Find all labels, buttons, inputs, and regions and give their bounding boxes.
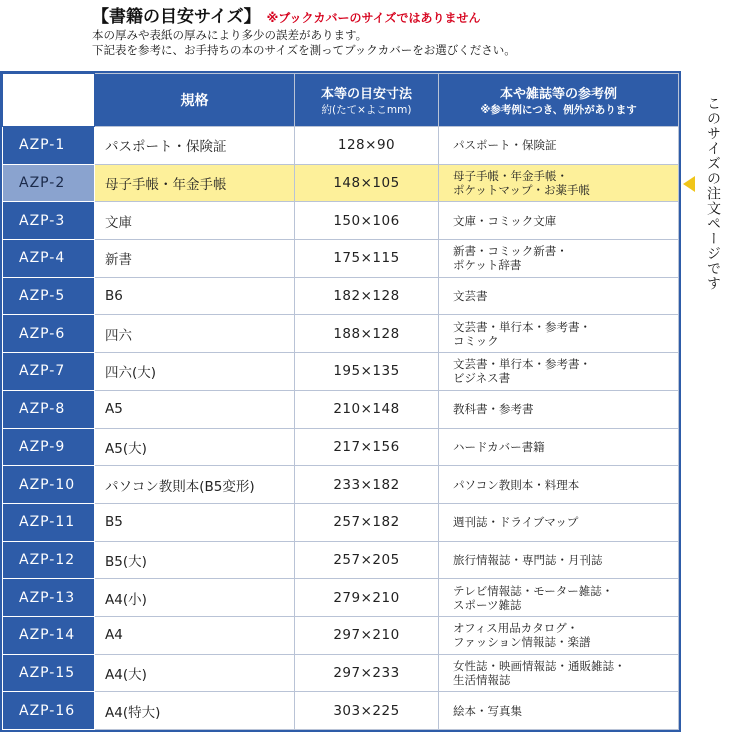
row-reference	[439, 315, 679, 353]
row-reference	[439, 127, 679, 165]
row-reference	[439, 390, 679, 428]
row-size: 150×106	[295, 202, 439, 240]
row-spec: 四六(大)	[95, 353, 295, 391]
row-reference-line1: 絵本・写真集	[453, 703, 522, 718]
row-code: AZP-12	[3, 541, 95, 579]
table-row	[3, 240, 679, 278]
row-reference-line1: パスポート・保険証	[453, 138, 557, 153]
row-spec: A5(大)	[95, 428, 295, 466]
table-row	[3, 654, 679, 692]
row-code: AZP-4	[3, 240, 95, 278]
row-code: AZP-13	[3, 579, 95, 617]
row-reference-line1: テレビ情報誌・モーター雑誌・	[453, 583, 614, 598]
table-row	[3, 579, 679, 617]
row-size: 257×205	[295, 541, 439, 579]
table-header-row	[3, 74, 679, 127]
row-code: AZP-8	[3, 390, 95, 428]
note-line-2: 下記表を参考に、お手持ちの本のサイズを測ってブックカバーをお選びください。	[92, 43, 516, 57]
row-reference-line1: 文芸書・単行本・参考書・	[453, 357, 591, 372]
row-reference	[439, 240, 679, 278]
table-body	[3, 127, 679, 730]
table-row	[3, 202, 679, 240]
row-reference	[439, 353, 679, 391]
size-table	[2, 73, 679, 730]
row-code: AZP-9	[3, 428, 95, 466]
page-title: 【書籍の目安サイズ】	[92, 7, 261, 27]
row-size: 128×90	[295, 127, 439, 165]
row-spec: A4(大)	[95, 654, 295, 692]
header-ref	[439, 74, 679, 127]
row-spec: A4	[95, 616, 295, 654]
row-reference	[439, 202, 679, 240]
table-row	[3, 277, 679, 315]
row-reference-line2: コミック	[453, 333, 499, 348]
row-size: 175×115	[295, 240, 439, 278]
table-row	[3, 692, 679, 730]
row-reference-line1: 文芸書	[453, 289, 488, 304]
header-ref-line2: ※参考例につき、例外があります	[480, 104, 637, 116]
row-reference-line1: 母子手帳・年金手帳・	[453, 169, 568, 184]
row-code: AZP-6	[3, 315, 95, 353]
row-code: AZP-16	[3, 692, 95, 730]
row-reference-line2: スポーツ雑誌	[453, 597, 522, 612]
row-reference	[439, 164, 679, 202]
header-blank-cell	[3, 74, 95, 127]
row-size: 210×148	[295, 390, 439, 428]
row-size: 257×182	[295, 503, 439, 541]
row-reference-line2: 生活情報誌	[453, 672, 511, 687]
row-reference-line1: パソコン教則本・料理本	[453, 477, 580, 492]
table-row	[3, 616, 679, 654]
warning-note: ※ブックカバーのサイズではありません	[266, 11, 481, 25]
row-reference-line2: ポケットマップ・お薬手帳	[453, 183, 590, 198]
row-size: 303×225	[295, 692, 439, 730]
row-reference	[439, 579, 679, 617]
row-size: 188×128	[295, 315, 439, 353]
row-size: 297×233	[295, 654, 439, 692]
row-reference	[439, 277, 679, 315]
row-reference-line1: 女性誌・映画情報誌・通販雑誌・	[453, 658, 626, 673]
row-reference-line1: 教科書・参考書	[453, 402, 534, 417]
row-size: 233×182	[295, 466, 439, 504]
table-row	[3, 127, 679, 165]
table-row	[3, 315, 679, 353]
row-spec: 四六	[95, 315, 295, 353]
row-spec: 母子手帳・年金手帳	[95, 164, 295, 202]
header-size	[295, 74, 439, 127]
row-code: AZP-3	[3, 202, 95, 240]
row-spec: パスポート・保険証	[95, 127, 295, 165]
row-code: AZP-2	[3, 164, 95, 202]
table-row	[3, 466, 679, 504]
row-spec: B5	[95, 503, 295, 541]
row-reference-line1: 週刊誌・ドライブマップ	[453, 515, 579, 530]
side-order-note[interactable]: このサイズの注文ページです	[705, 96, 721, 291]
row-code: AZP-1	[3, 127, 95, 165]
row-size: 195×135	[295, 353, 439, 391]
table-row	[3, 541, 679, 579]
table-row	[3, 428, 679, 466]
header-ref-line1: 本や雑誌等の参考例	[499, 87, 617, 102]
table-row	[3, 390, 679, 428]
row-code: AZP-14	[3, 616, 95, 654]
row-reference	[439, 692, 679, 730]
row-reference-line2: ファッション情報誌・楽譜	[453, 635, 591, 650]
header-size-line2: 約(たて×よこmm)	[321, 104, 412, 116]
row-reference-line1: 旅行情報誌・専門誌・月刊誌	[453, 552, 603, 567]
row-spec: A4(小)	[95, 579, 295, 617]
row-spec: 文庫	[95, 202, 295, 240]
row-reference-line1: オフィス用品カタログ・	[453, 621, 579, 636]
row-reference-line2: ポケット辞書	[453, 258, 522, 273]
row-reference-line1: ハードカバー書籍	[453, 439, 545, 454]
row-size: 182×128	[295, 277, 439, 315]
row-size: 217×156	[295, 428, 439, 466]
header-size-line1: 本等の目安寸法	[320, 87, 412, 102]
table-row	[3, 353, 679, 391]
row-reference	[439, 503, 679, 541]
row-code: AZP-11	[3, 503, 95, 541]
row-reference-line1: 文庫・コミック文庫	[453, 213, 557, 228]
row-reference	[439, 466, 679, 504]
row-code: AZP-15	[3, 654, 95, 692]
row-reference	[439, 616, 679, 654]
row-reference-line2: ビジネス書	[453, 371, 511, 386]
row-reference-line1: 文芸書・単行本・参考書・	[453, 319, 591, 334]
row-size: 148×105	[295, 164, 439, 202]
row-spec: A5	[95, 390, 295, 428]
row-size: 297×210	[295, 616, 439, 654]
title-line	[92, 6, 652, 28]
table-row	[3, 503, 679, 541]
row-size: 279×210	[295, 579, 439, 617]
header-spec: 規格	[95, 74, 295, 127]
note-line-1: 本の厚みや表紙の厚みにより多少の誤差があります。	[92, 28, 368, 42]
row-spec: パソコン教則本(B5変形)	[95, 466, 295, 504]
row-code: AZP-7	[3, 353, 95, 391]
table-row	[3, 164, 679, 202]
row-reference	[439, 654, 679, 692]
row-code: AZP-5	[3, 277, 95, 315]
row-reference-line1: 新書・コミック新書・	[453, 244, 568, 259]
row-reference	[439, 541, 679, 579]
row-spec: 新書	[95, 240, 295, 278]
row-spec: A4(特大)	[95, 692, 295, 730]
row-code: AZP-10	[3, 466, 95, 504]
row-spec: B5(大)	[95, 541, 295, 579]
header	[92, 6, 652, 58]
pointer-arrow-icon	[683, 176, 695, 192]
row-reference	[439, 428, 679, 466]
row-spec: B6	[95, 277, 295, 315]
